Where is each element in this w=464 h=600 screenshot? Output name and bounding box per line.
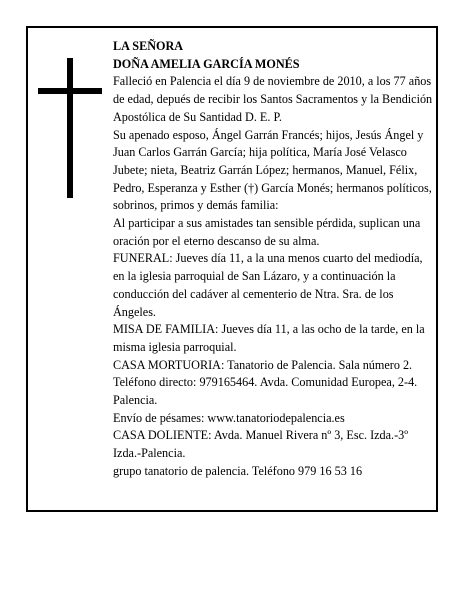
notice-paragraph-death: Falleció en Palencia el día 9 de noviembre de 2010, a los 77 años de edad, depués de recibir los Santos Sacramentos y la Bendición Apostólica de Su Santidad D. E. P. <box>113 74 433 124</box>
notice-paragraph-condolences: Envío de pésames: www.tanatoriodepalencia.es <box>113 410 345 425</box>
notice-paragraph-mortuary: CASA MORTUORIA: Tanatorio de Palencia. Sala número 2. Teléfono directo: 979165464. Avda. Comunidad Europea, 2-4. Palencia. <box>113 357 418 408</box>
cross-vertical-bar <box>67 58 73 198</box>
notice-text <box>113 38 435 481</box>
notice-paragraph-mass: MISA DE FAMILIA: Jueves día 11, a las ocho de la tarde, en la misma iglesia parroquial. <box>113 322 425 354</box>
cross-horizontal-bar <box>38 88 102 94</box>
notice-paragraph-home: CASA DOLIENTE: Avda. Manuel Rivera nº 3, Esc. Izda.-3º Izda.-Palencia. <box>113 428 409 461</box>
notice-heading-title: LA SEÑORA <box>113 39 184 53</box>
cross-icon <box>38 58 102 198</box>
notice-paragraph-family: Su apenado esposo, Ángel Garrán Francés; hijos, Jesús Ángel y Juan Carlos Garrán García; hija política, María José Velasco Jubete; nieta, Beatriz Garrán López; hermanos, Manuel, Félix, Pedro, Esperanza y Esther (†) García Monés; hermanos políticos, sobrinos, primos y demás familia: <box>113 127 432 213</box>
notice-paragraph-prayer: Al participar a sus amistades tan sensible pérdida, suplican una oración por el eterno descanso de su alma. <box>113 216 421 248</box>
notice-paragraph-contact: grupo tanatorio de palencia. Teléfono 979 16 53 16 <box>113 463 363 478</box>
notice-paragraph-funeral: FUNERAL: Jueves día 11, a la una menos cuarto del mediodía, en la iglesia parroquial de San Lázaro, y a continuación la conducción del cadáver al cementerio de Ntra. Sra. de los Ángeles. <box>113 251 423 319</box>
notice-heading-name: DOÑA AMELIA GARCÍA MONÉS <box>113 56 300 71</box>
